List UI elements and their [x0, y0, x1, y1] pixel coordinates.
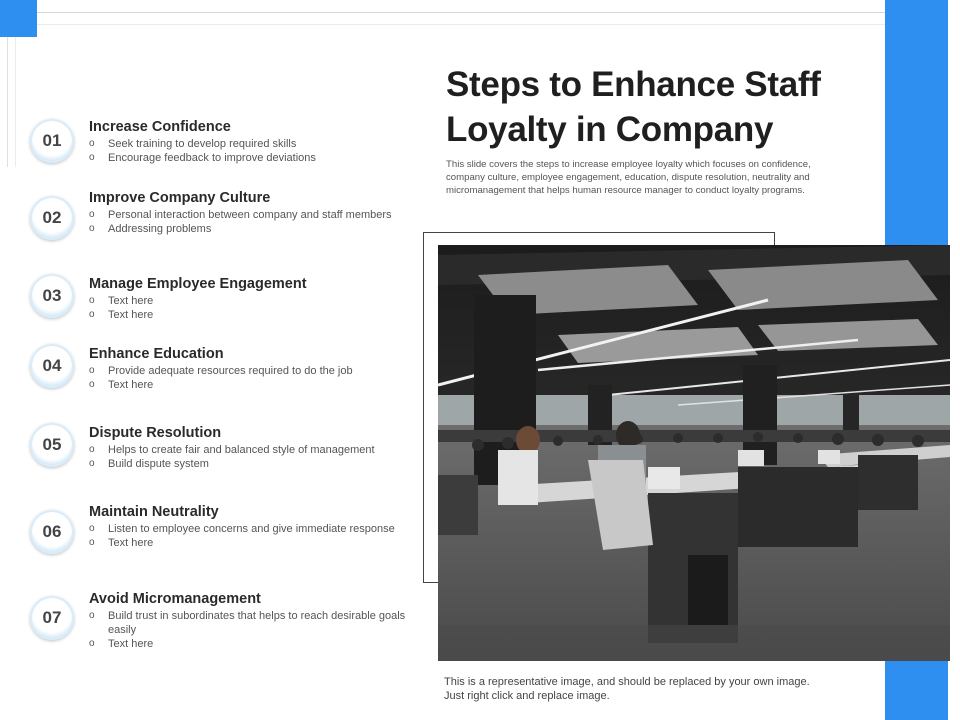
step-number: 02 [42, 208, 62, 227]
office-photo-illustration [438, 245, 950, 661]
step-number: 04 [42, 356, 62, 375]
step-title: Enhance Education [89, 346, 224, 362]
step-title: Dispute Resolution [89, 425, 222, 441]
bullet-item: o Helps to create fair and balanced style of management [89, 443, 409, 457]
step-title: Improve Company Culture [89, 190, 271, 206]
top-divider [37, 12, 885, 13]
step-number-badge [30, 344, 74, 388]
step-title: Manage Employee Engagement [89, 276, 307, 292]
bullet-item: o Text here [89, 294, 409, 308]
step-number: 01 [42, 131, 62, 150]
step-bullets [89, 294, 409, 322]
bullet-item: o Seek training to develop required skills [89, 137, 409, 151]
step-title: Maintain Neutrality [89, 504, 219, 520]
step-number: 05 [42, 435, 62, 454]
step-bullets [89, 609, 409, 651]
step-bullets [89, 137, 409, 165]
step-number-badge [30, 596, 74, 640]
slide-description: This slide covers the steps to increase employee loyalty which focuses on confidence, company culture, employee engagement, education, dispute resolution, neutrality and micromanagement that helps human resource manager to conduct loyalty programs. [446, 159, 811, 196]
step-bullets [89, 522, 409, 550]
step-bullets [89, 208, 409, 236]
step-number-badge [30, 423, 74, 467]
step-title: Avoid Micromanagement [89, 591, 261, 607]
bullet-item: o Provide adequate resources required to do the job [89, 364, 409, 378]
bullet-item: o Listen to employee concerns and give immediate response [89, 522, 409, 536]
step-bullets [89, 443, 409, 471]
step-bullets [89, 364, 409, 392]
bullet-item: o Text here [89, 308, 409, 322]
left-divider [7, 37, 8, 167]
top-divider-secondary [37, 24, 885, 25]
step-number-badge [30, 196, 74, 240]
office-photo[interactable] [438, 245, 950, 661]
bullet-item: o Addressing problems [89, 222, 409, 236]
step-number: 06 [42, 522, 62, 541]
step-number: 03 [42, 286, 62, 305]
step-number: 07 [42, 608, 62, 627]
bullet-item: o Build trust in subordinates that helps to reach desirable goals easily [89, 609, 409, 637]
step-number-badge [30, 274, 74, 318]
bullet-item: o Text here [89, 637, 409, 651]
bullet-item: o Build dispute system [89, 457, 409, 471]
left-divider-secondary [15, 37, 16, 167]
bullet-item: o Personal interaction between company and staff members [89, 208, 409, 222]
accent-square [0, 0, 37, 37]
image-caption: This is a representative image, and should be replaced by your own image. Just right click and replace image. [444, 676, 810, 702]
slide-title: Steps to Enhance Staff Loyalty in Company [446, 65, 821, 149]
step-title: Increase Confidence [89, 119, 231, 135]
bullet-item: o Text here [89, 378, 409, 392]
step-number-badge [30, 510, 74, 554]
step-number-badge [30, 119, 74, 163]
bullet-item: o Encourage feedback to improve deviations [89, 151, 409, 165]
bullet-item: o Text here [89, 536, 409, 550]
